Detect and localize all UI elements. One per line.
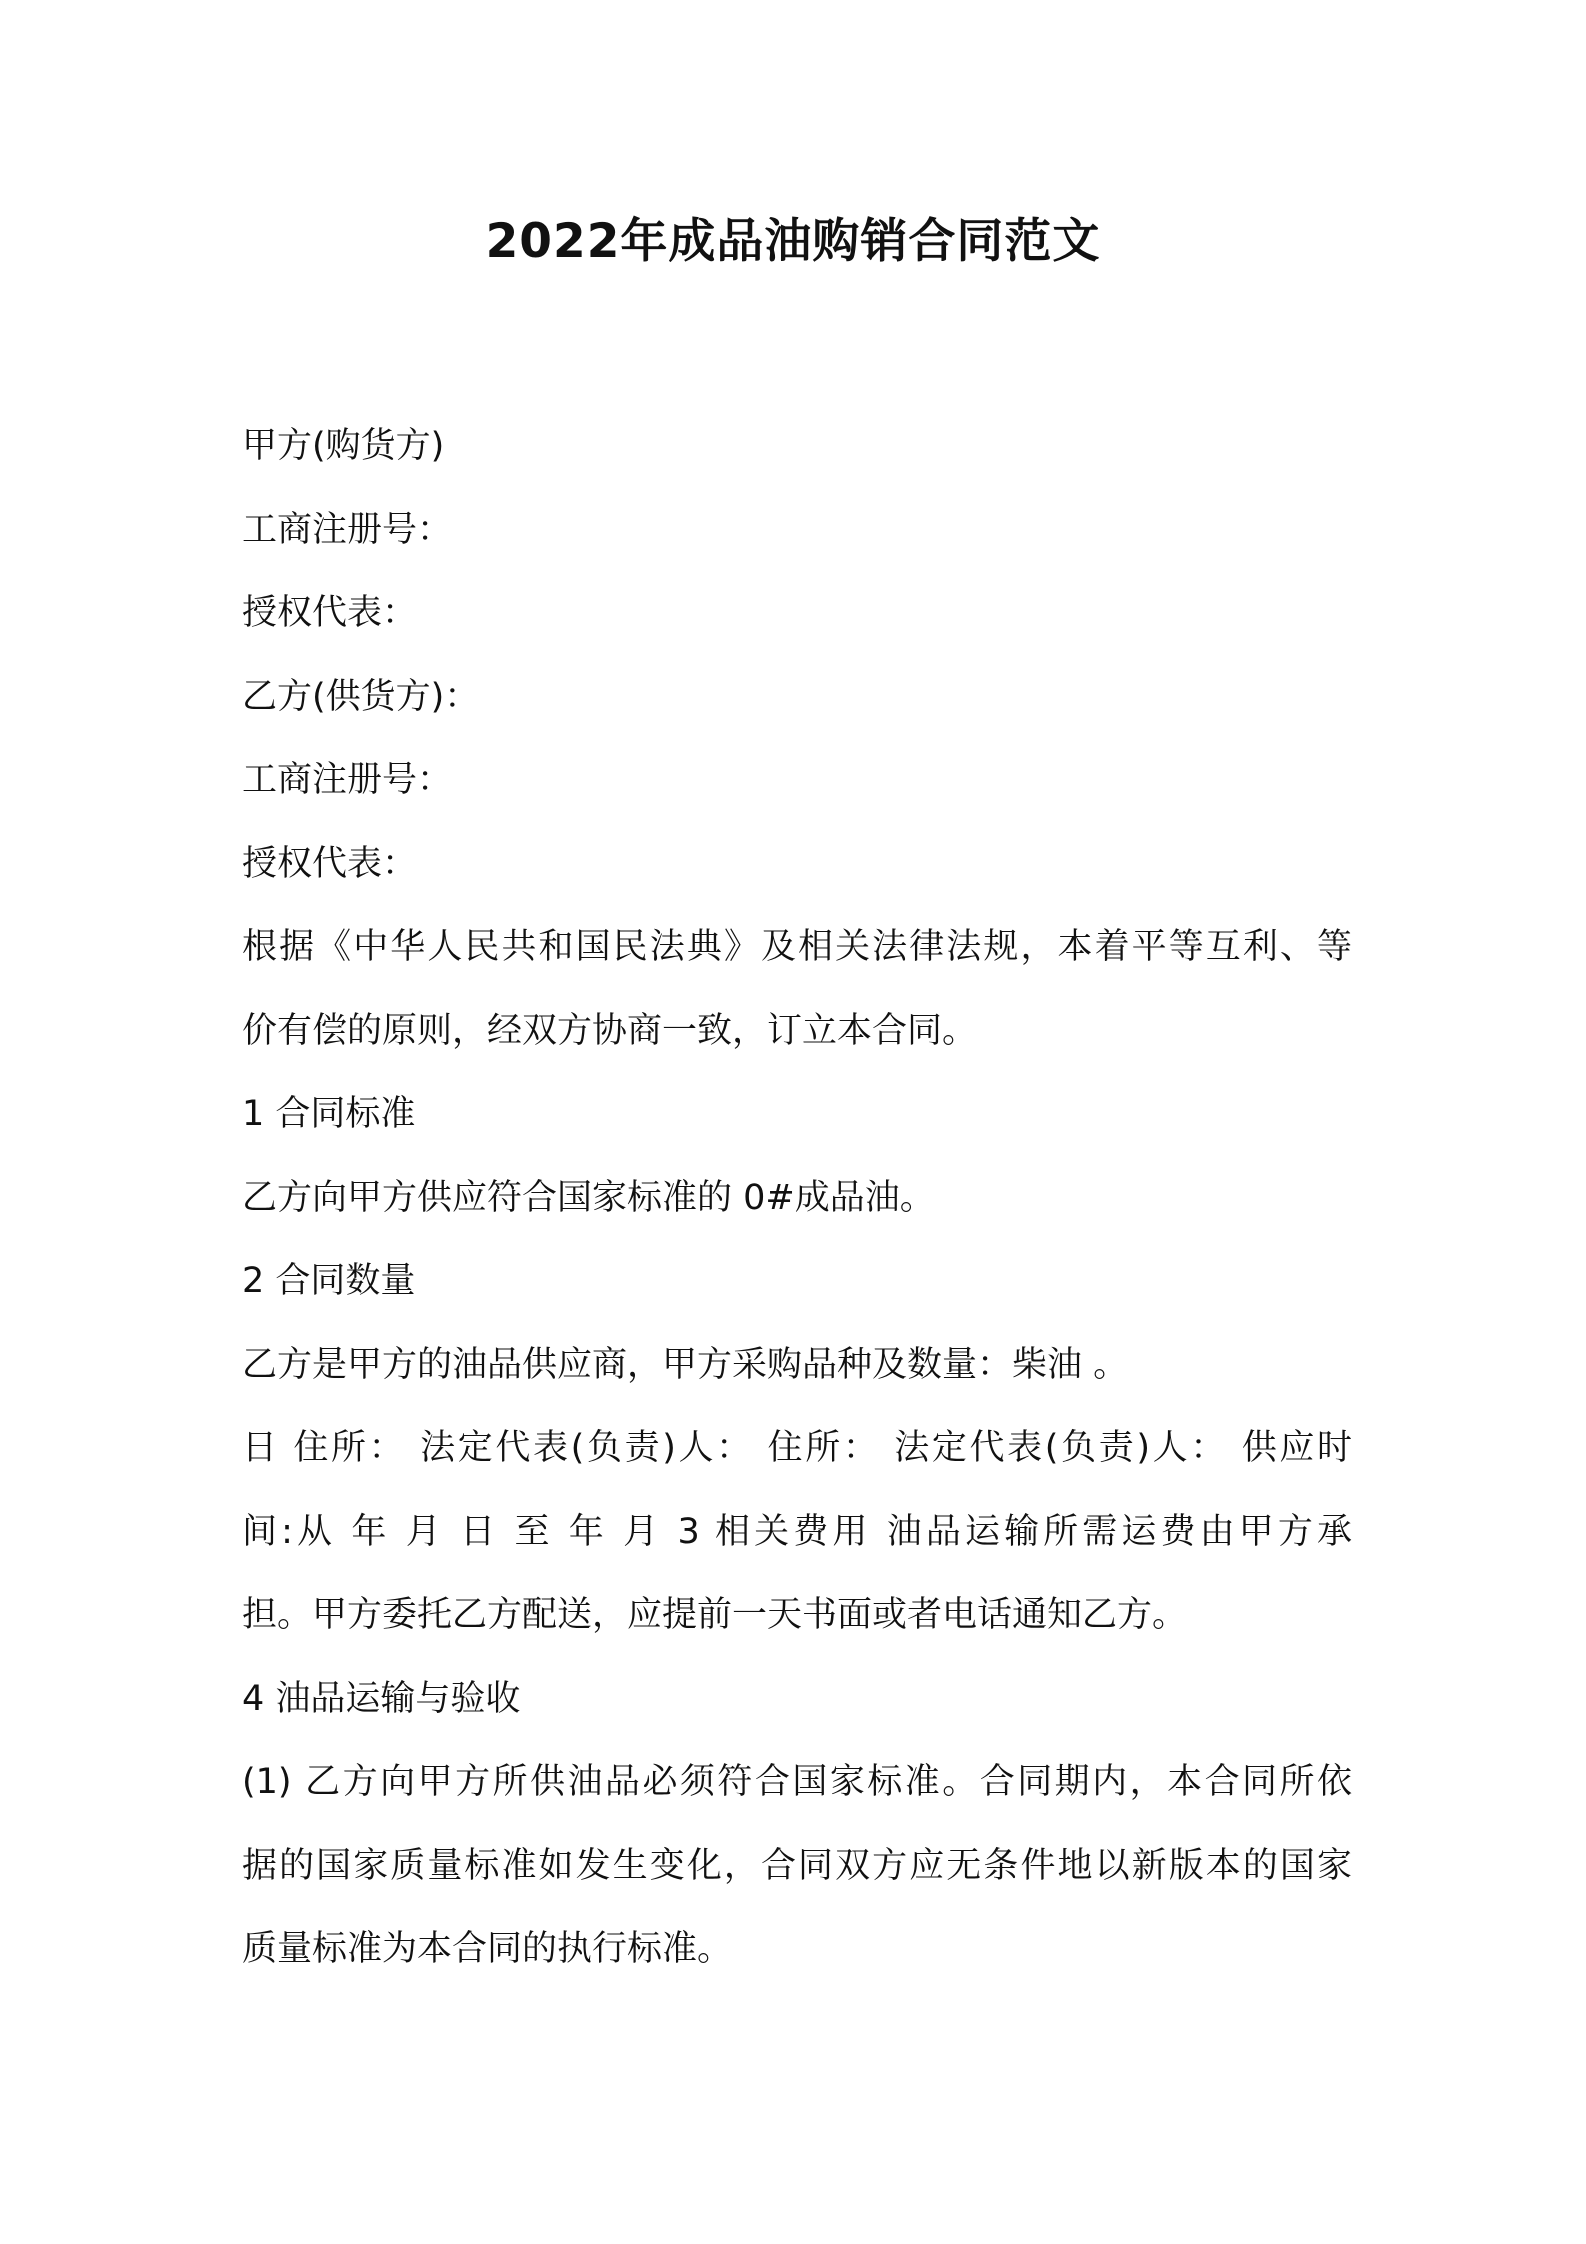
party-a-authorized-representative: 授权代表：	[242, 593, 418, 633]
section-4-clause-1-line-2: 据的国家质量标准如发生变化，合同双方应无条件地以新版本的国家	[242, 1845, 1352, 1886]
section-2-detail-line-2: 间:从 年 月 日 至 年 月 3 相关费用 油品运输所需运费由甲方承	[242, 1511, 1352, 1552]
section-3-detail-line-3: 担。甲方委托乙方配送，应提前一天书面或者电话通知乙方。	[242, 1595, 1188, 1635]
document-body	[242, 405, 1352, 1992]
section-1-heading: 1 合同标准	[242, 1094, 416, 1134]
section-2-detail-line-1: 日 住所： 法定代表(负责)人： 住所： 法定代表(负责)人： 供应时	[242, 1428, 1352, 1468]
party-b-authorized-representative: 授权代表：	[242, 843, 418, 884]
section-4-heading: 4 油品运输与验收	[242, 1678, 521, 1719]
preamble-line-1: 根据《中华人民共和国民法典》及相关法律法规，本着平等互利、等	[242, 927, 1352, 967]
section-2-text: 乙方是甲方的油品供应商，甲方采购品种及数量：柴油 。	[242, 1344, 1129, 1385]
party-b-registration-number: 工商注册号：	[242, 760, 453, 800]
party-b-heading: 乙方(供货方)：	[242, 676, 480, 717]
preamble-line-2: 价有偿的原则，经双方协商一致，订立本合同。	[242, 1010, 978, 1051]
party-a-registration-number: 工商注册号：	[242, 509, 453, 550]
section-4-clause-1-line-3: 质量标准为本合同的执行标准。	[242, 1929, 733, 1969]
document-title: 2022年成品油购销合同范文	[485, 214, 1101, 269]
party-a-heading: 甲方(购货方)	[242, 426, 445, 466]
section-2-heading: 2 合同数量	[242, 1261, 416, 1301]
section-1-text: 乙方向甲方供应符合国家标准的 0#成品油。	[242, 1177, 935, 1218]
section-4-clause-1-line-1: (1) 乙方向甲方所供油品必须符合国家标准。合同期内，本合同所依	[242, 1762, 1352, 1802]
